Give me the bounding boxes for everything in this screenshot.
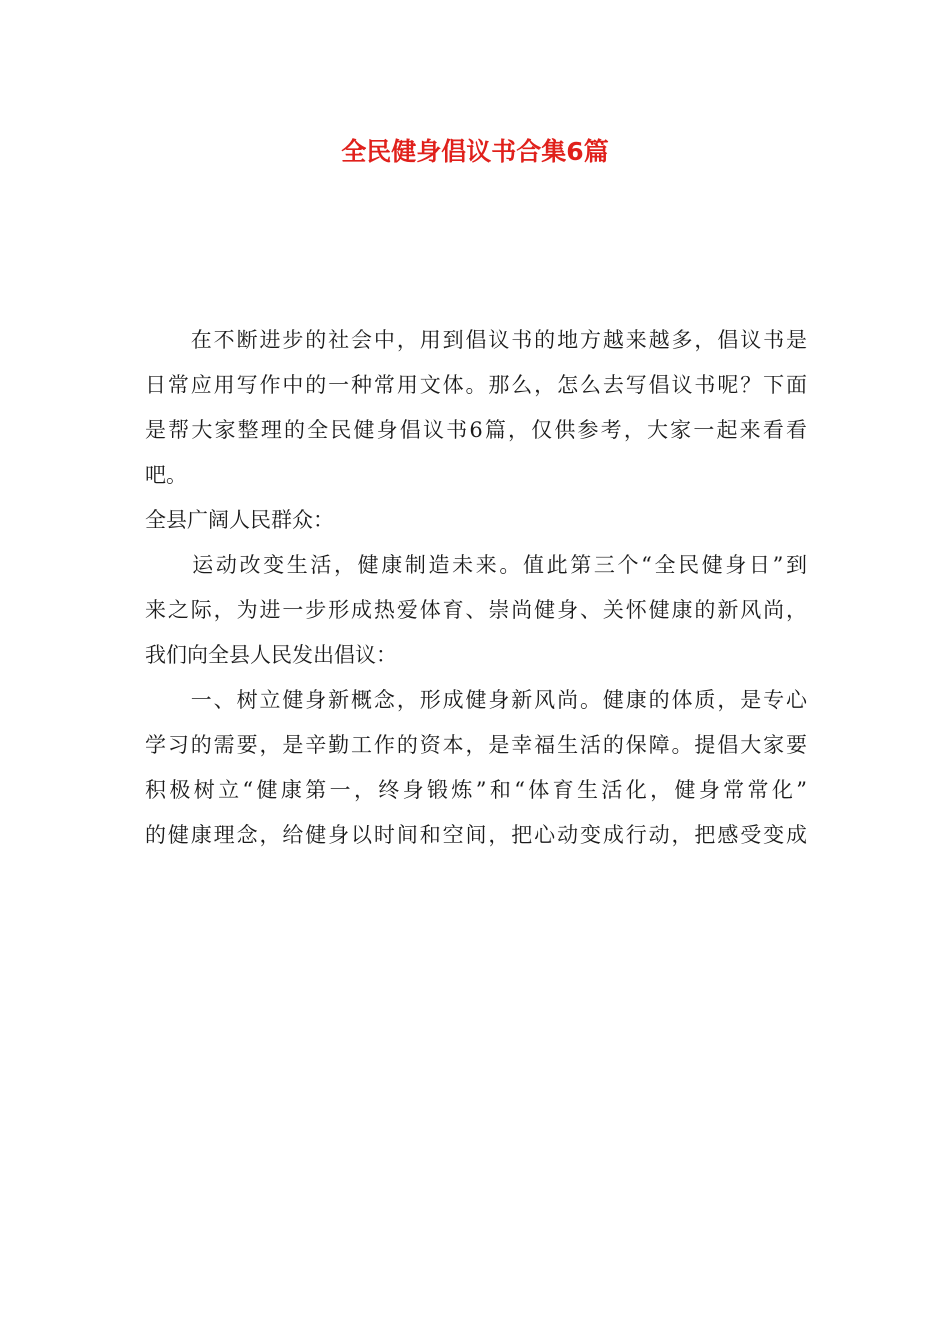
text-line-4: 吧。	[145, 463, 187, 487]
text-line-10: 学习的需要，是辛勤工作的资本，是幸福生活的保障。提倡大家要	[145, 733, 807, 757]
document-body	[145, 318, 807, 858]
salutation-line: 全县广阔人民群众：	[145, 508, 334, 532]
text-line-7: 来之际，为进一步形成热爱体育、崇尚健身、关怀健康的新风尚，	[145, 598, 807, 622]
text-line-3: 是帮大家整理的全民健身倡议书6篇，仅供参考，大家一起来看看	[145, 418, 807, 442]
text-line-6: 运动改变生活，健康制造未来。值此第三个“全民健身日”到	[145, 553, 807, 577]
text-line-9: 一、树立健身新概念，形成健身新风尚。健康的体质，是专心	[145, 688, 807, 712]
text-line-11: 积极树立“健康第一，终身锻炼”和“体育生活化，健身常常化”	[145, 778, 807, 802]
text-line-12: 的健康理念，给健身以时间和空间，把心动变成行动，把感受变成	[145, 823, 807, 847]
text-line-2: 日常应用写作中的一种常用文体。那么，怎么去写倡议书呢？下面	[145, 373, 807, 397]
text-line-8: 我们向全县人民发出倡议：	[145, 643, 397, 667]
text-line-1: 在不断进步的社会中，用到倡议书的地方越来越多，倡议书是	[145, 328, 807, 352]
document-title: 全民健身倡议书合集6篇	[341, 137, 609, 166]
